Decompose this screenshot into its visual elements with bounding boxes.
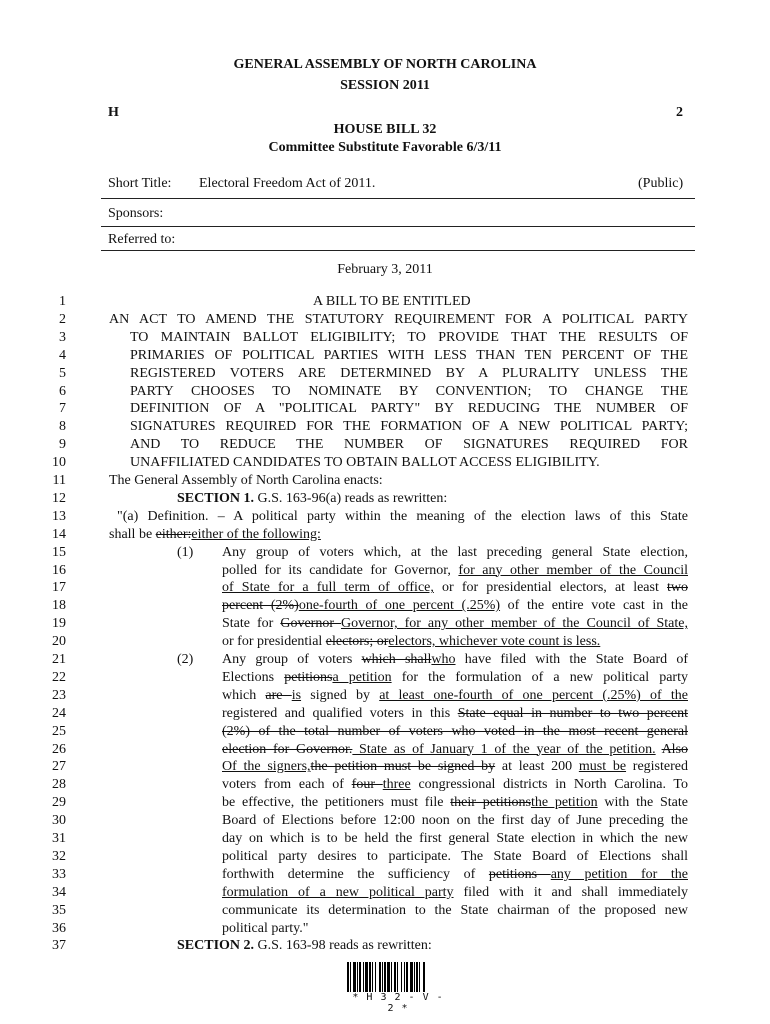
struck-text: the petition must be signed by [310, 759, 496, 775]
line-text: Elections [222, 669, 285, 685]
line-number: 30 [52, 813, 66, 829]
bill-line [222, 812, 688, 830]
committee-status: Committee Substitute Favorable 6/3/11 [268, 140, 502, 155]
inserted-text: electors, whichever vote count is less. [388, 634, 601, 650]
struck-text: Governor [280, 616, 341, 632]
bill-line [222, 830, 688, 848]
struck-text: electors; or [325, 634, 389, 650]
line-number: 9 [59, 437, 66, 453]
line-text: PRIMARIES OF POLITICAL PARTIES WITH LESS THAN TEN PERCENT OF THE [130, 347, 688, 363]
line-text: DEFINITION OF A "POLITICAL PARTY" BY REDUCING THE NUMBER OF [130, 401, 688, 417]
line-text: forthwith determine the sufficiency of [222, 866, 489, 882]
line-text: of the entire vote cast in the [500, 598, 688, 614]
line-number: 17 [52, 580, 66, 596]
line-number: 26 [52, 741, 66, 757]
line-text: which [222, 687, 266, 703]
divider [101, 198, 695, 199]
line-text: or for presidential [222, 634, 326, 650]
line-text: AN ACT TO AMEND THE STATUTORY REQUIREMENT FOR A POLITICAL PARTY [109, 311, 688, 327]
inserted-text: formulation of a new political party [222, 884, 454, 900]
line-text: SECTION 2. [177, 938, 255, 954]
line-number: 3 [59, 329, 66, 345]
struck-text: four [351, 777, 383, 793]
line-number: 27 [52, 759, 66, 775]
bill-line [222, 866, 688, 884]
line-number: 11 [52, 473, 66, 488]
line-number: 36 [52, 920, 66, 936]
bill-line [222, 723, 688, 741]
line-number: 31 [52, 831, 66, 846]
bill-line [130, 383, 688, 401]
line-number: 34 [52, 884, 66, 900]
line-text: signed by [301, 687, 380, 703]
bill-line [222, 741, 688, 759]
struck-text: either: [155, 526, 192, 542]
struck-text: two [667, 580, 688, 596]
inserted-text: is [291, 687, 302, 703]
struck-text: petitions [488, 866, 551, 882]
bill-line [130, 400, 688, 418]
bill-line [222, 651, 688, 669]
line-text: Board of Elections before 12:00 noon on the first day of June preceding the [222, 813, 688, 829]
line-number: 24 [52, 705, 66, 721]
bill-line [130, 329, 688, 347]
public-label: (Public) [638, 176, 684, 191]
line-text: day on which is to be held the first general State election in which the new [222, 831, 688, 846]
inserted-text: at least one-fourth of one percent (.25%) of the [379, 687, 688, 703]
line-text: Any group of voters [222, 652, 362, 667]
barcode [347, 962, 449, 992]
line-text: with the State [597, 795, 688, 811]
bill-number: HOUSE BILL 32 [333, 122, 437, 137]
line-number: 7 [59, 401, 66, 417]
line-number: 32 [52, 848, 66, 864]
line-number: 8 [59, 419, 66, 435]
bill-line [177, 651, 193, 669]
bill-line [130, 347, 688, 365]
bill-line [222, 705, 688, 723]
inserted-text: Of the signers, [222, 759, 311, 775]
line-number: 23 [52, 687, 66, 703]
bill-date: February 3, 2011 [337, 262, 433, 277]
line-text: political party desires to participate. The State Board of Elections shall [222, 848, 688, 864]
line-text: at least 200 [495, 759, 579, 775]
line-text: G.S. 163-98 reads as rewritten: [254, 938, 432, 954]
struck-text: State equal in number to two percent [457, 705, 688, 721]
bill-line [222, 776, 688, 794]
line-number: 35 [52, 902, 66, 918]
line-text: TO MAINTAIN BALLOT ELIGIBILITY; TO PROVIDE THAT THE RESULTS OF [130, 329, 688, 345]
inserted-text: Governor, for any other member of the Council of State, [340, 616, 688, 632]
bill-line [222, 758, 688, 776]
line-text: voters from each of [222, 777, 352, 793]
inserted-text: of State for a full term of office, [222, 580, 434, 596]
line-text: (2) [177, 652, 194, 667]
bill-line [109, 526, 321, 544]
line-text: communicate its determination to the State chairman of the proposed new [222, 902, 688, 918]
bill-line [177, 937, 432, 955]
line-text: (1) [177, 544, 194, 560]
line-number: 1 [59, 294, 66, 309]
line-text: filed with it and shall immediately [453, 884, 688, 900]
struck-text: election for Governor. [222, 741, 353, 757]
line-text: State for [222, 616, 281, 632]
bill-line [222, 902, 688, 920]
barcode-bar [425, 962, 426, 992]
line-text: REGISTERED VOTERS ARE DETERMINED BY A PLURALITY UNLESS THE [130, 365, 688, 381]
inserted-text: one-fourth of one percent (.25%) [298, 598, 501, 614]
struck-text: are [265, 687, 292, 703]
sponsors-label: Sponsors: [108, 206, 164, 221]
line-number: 19 [52, 616, 66, 632]
line-text: AND TO REDUCE THE NUMBER OF SIGNATURES REQUIRED FOR [130, 437, 688, 453]
bill-line [222, 597, 688, 615]
line-number: 33 [52, 866, 66, 882]
bill-line [222, 669, 688, 687]
line-text: congressional districts in North Carolina. To [410, 777, 689, 793]
inserted-text: who [431, 652, 456, 667]
line-number: 6 [59, 383, 66, 399]
bill-line [222, 544, 688, 562]
line-text: SECTION 1. [177, 490, 255, 506]
inserted-text: State as of January 1 of the year of the petition. [352, 741, 656, 757]
line-text: PARTY CHOOSES TO NOMINATE BY CONVENTION; TO CHANGE THE [130, 383, 688, 399]
line-number: 4 [59, 347, 66, 363]
inserted-text: either of the following: [191, 526, 321, 542]
line-number: 10 [52, 455, 66, 471]
session-title: SESSION 2011 [340, 78, 430, 93]
bill-line [313, 293, 471, 311]
bill-line [109, 472, 383, 490]
line-number: 37 [52, 938, 66, 954]
line-text: The General Assembly of North Carolina enacts: [109, 473, 383, 488]
line-number: 16 [52, 562, 66, 578]
bill-line [177, 490, 447, 508]
line-text: political party." [222, 920, 309, 936]
line-number: 29 [52, 795, 66, 811]
line-number: 21 [52, 652, 66, 667]
line-number: 12 [52, 490, 66, 506]
divider [101, 250, 695, 251]
line-text: shall be [109, 526, 156, 542]
line-number: 20 [52, 634, 66, 650]
chamber-letter: H [108, 105, 119, 120]
struck-text: which shall [361, 652, 432, 667]
line-number: 2 [59, 311, 66, 327]
line-number: 5 [59, 365, 66, 381]
line-number: 28 [52, 777, 66, 793]
bill-line [222, 884, 688, 902]
line-number: 13 [52, 508, 66, 524]
bill-line [130, 454, 600, 472]
line-text: registered [626, 759, 688, 775]
line-text: G.S. 163-96(a) reads as rewritten: [254, 490, 448, 506]
line-text: "(a) Definition. – A political party within the meaning of the election laws of this State [117, 508, 688, 524]
inserted-text: the petition [530, 795, 598, 811]
struck-text: Also [661, 741, 689, 757]
line-number: 22 [52, 669, 66, 685]
line-number: 18 [52, 598, 66, 614]
line-text: or for presidential electors, at least [433, 580, 667, 596]
bill-line [222, 615, 688, 633]
short-title: Electoral Freedom Act of 2011. [199, 176, 376, 191]
referred-label: Referred to: [108, 232, 176, 247]
bill-line [130, 365, 688, 383]
bill-line [222, 848, 688, 866]
line-text: polled for its candidate for Governor, [222, 562, 459, 578]
struck-text: their petitions [450, 795, 531, 811]
short-title-label: Short Title: [108, 176, 172, 191]
divider [101, 226, 695, 227]
line-text: have filed with the State Board of [455, 652, 688, 667]
inserted-text: any petition for the [550, 866, 688, 882]
bill-line [177, 544, 193, 562]
inserted-text: must be [578, 759, 627, 775]
bill-line [109, 311, 688, 329]
barcode-text: * H 3 2 - V - 2 * [352, 992, 444, 1014]
struck-text: percent (2%) [222, 598, 299, 614]
bill-line [130, 436, 688, 454]
line-text: be effective, the petitioners must file [222, 795, 451, 811]
bill-line [222, 794, 688, 812]
bill-line [222, 633, 600, 651]
bill-line [130, 418, 688, 436]
line-text: A BILL TO BE ENTITLED [313, 294, 471, 309]
struck-text: petitions [284, 669, 333, 685]
line-number: 15 [52, 544, 66, 560]
bill-version: 2 [676, 105, 683, 120]
assembly-title: GENERAL ASSEMBLY OF NORTH CAROLINA [233, 57, 537, 72]
inserted-text: a petition [332, 669, 392, 685]
line-number: 25 [52, 723, 66, 739]
inserted-text: for any other member of the Council [458, 562, 688, 578]
bill-line [222, 920, 308, 938]
bill-line [222, 687, 688, 705]
struck-text: (2%) of the total number of voters who voted in the most recent general [222, 723, 688, 739]
inserted-text: three [382, 777, 411, 793]
line-text: registered and qualified voters in this [222, 705, 458, 721]
line-text: Any group of voters which, at the last preceding general State election, [222, 544, 688, 560]
bill-line [117, 508, 688, 526]
bill-line [222, 562, 688, 580]
line-text: for the formulation of a new political party [391, 669, 688, 685]
line-text: UNAFFILIATED CANDIDATES TO OBTAIN BALLOT ACCESS ELIGIBILITY. [130, 455, 600, 471]
bill-line [222, 579, 688, 597]
line-text: SIGNATURES REQUIRED FOR THE FORMATION OF A NEW POLITICAL PARTY; [130, 419, 688, 435]
line-number: 14 [52, 526, 66, 542]
